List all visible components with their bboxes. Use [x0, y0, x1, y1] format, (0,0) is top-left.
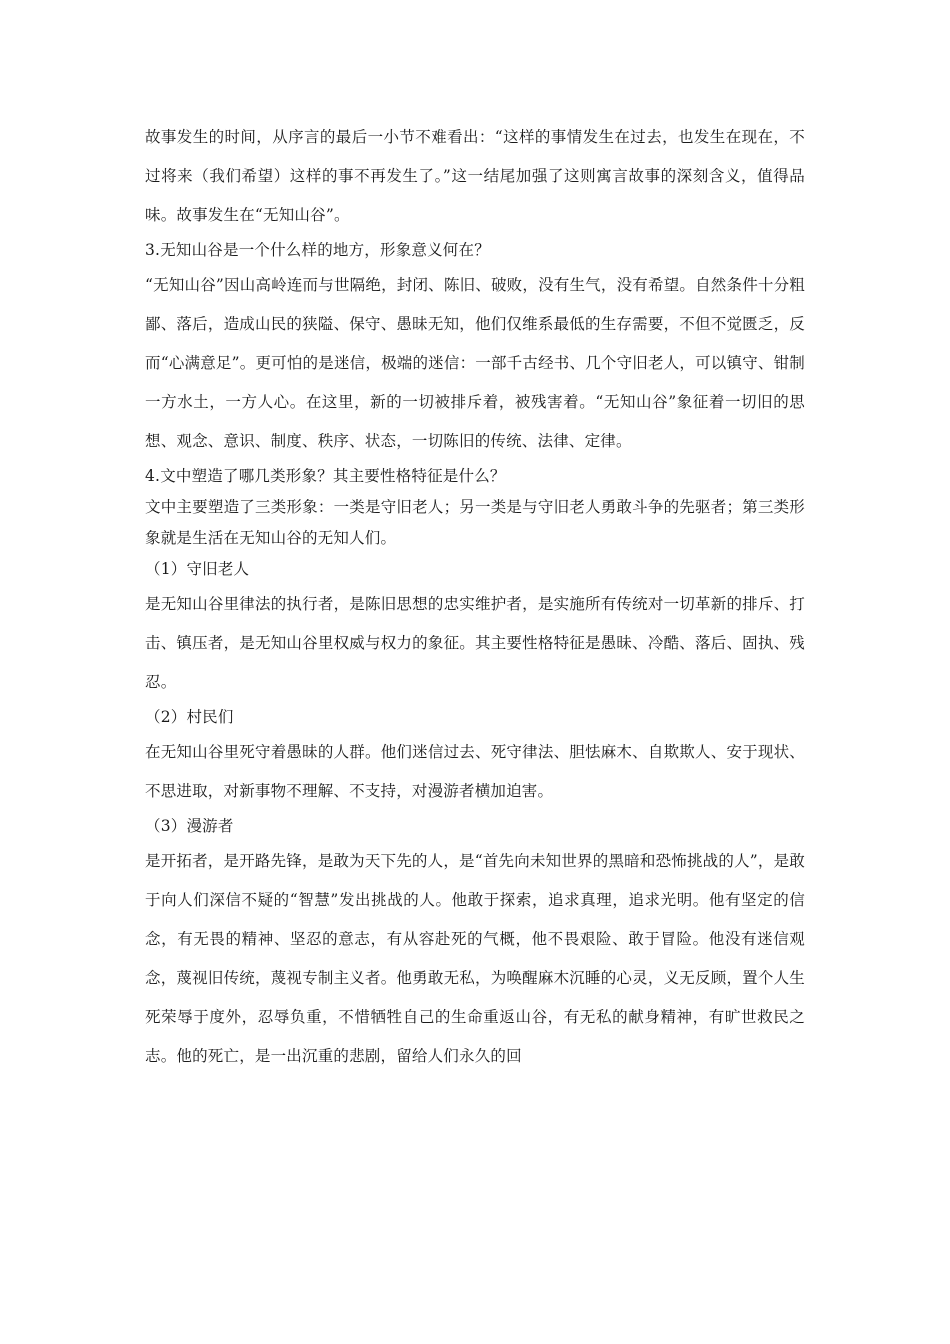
- heading-wanderer: （3）漫游者: [145, 817, 234, 835]
- question-4: 4.文中塑造了哪几类形象？其主要性格特征是什么？: [145, 467, 506, 485]
- heading-villagers: （2）村民们: [145, 708, 234, 726]
- paragraph-villagers: 在无知山谷里死守着愚昧的人群。他们迷信过去、死守律法、胆怯麻木、自欺欺人、安于现状、不思进取，对新事物不理解、不支持，对漫游者横加迫害。: [145, 743, 805, 800]
- paragraph-story-time: 故事发生的时间，从序言的最后一小节不难看出：“这样的事情发生在过去，也发生在现在，不过将来（我们希望）这样的事不再发生了。”这一结尾加强了这则寓言故事的深刻含义，值得品味。故事发生在“无知山谷”。: [145, 128, 805, 224]
- paragraph-old-men: 是无知山谷里律法的执行者，是陈旧思想的忠实维护者，是实施所有传统对一切革新的排斥、打击、镇压者，是无知山谷里权威与权力的象征。其主要性格特征是愚昧、冷酷、落后、固执、残忍。: [145, 595, 805, 691]
- paragraph-wanderer: 是开拓者，是开路先锋，是敢为天下先的人，是“首先向未知世界的黑暗和恐怖挑战的人”，是敢于向人们深信不疑的“智慧”发出挑战的人。他敢于探索，追求真理，追求光明。他有坚定的信念，有无畏的精神、坚忍的意志，有从容赴死的气概，他不畏艰险、敢于冒险。他没有迷信观念，蔑视旧传统，蔑视专制主义者。他勇敢无私，为唤醒麻木沉睡的心灵，义无反顾，置个人生死荣辱于度外，忍辱负重，不惜牺牲自己的生命重返山谷，有无私的献身精神，有旷世救民之志。他的死亡，是一出沉重的悲剧，留给人们永久的回: [145, 852, 805, 1065]
- question-3: 3.无知山谷是一个什么样的地方，形象意义何在？: [145, 241, 490, 259]
- heading-old-men: （1）守旧老人: [145, 560, 250, 578]
- paragraph-valley-description: “无知山谷”因山高岭连而与世隔绝，封闭、陈旧、破败，没有生气，没有希望。自然条件十分粗鄙、落后，造成山民的狭隘、保守、愚昧无知，他们仅维系最低的生存需要，不但不觉匮乏，反而“心满意足”。更可怕的是迷信，极端的迷信：一部千古经书、几个守旧老人，可以镇守、钳制一方水土，一方人心。在这里，新的一切被排斥着，被残害着。“无知山谷”象征着一切旧的思想、观念、意识、制度、秩序、状态，一切陈旧的传统、法律、定律。: [145, 276, 805, 450]
- paragraph-three-types: 文中主要塑造了三类形象：一类是守旧老人；另一类是与守旧老人勇敢斗争的先驱者；第三类形象就是生活在无知山谷的无知人们。: [145, 498, 805, 547]
- document-body: [145, 118, 805, 1076]
